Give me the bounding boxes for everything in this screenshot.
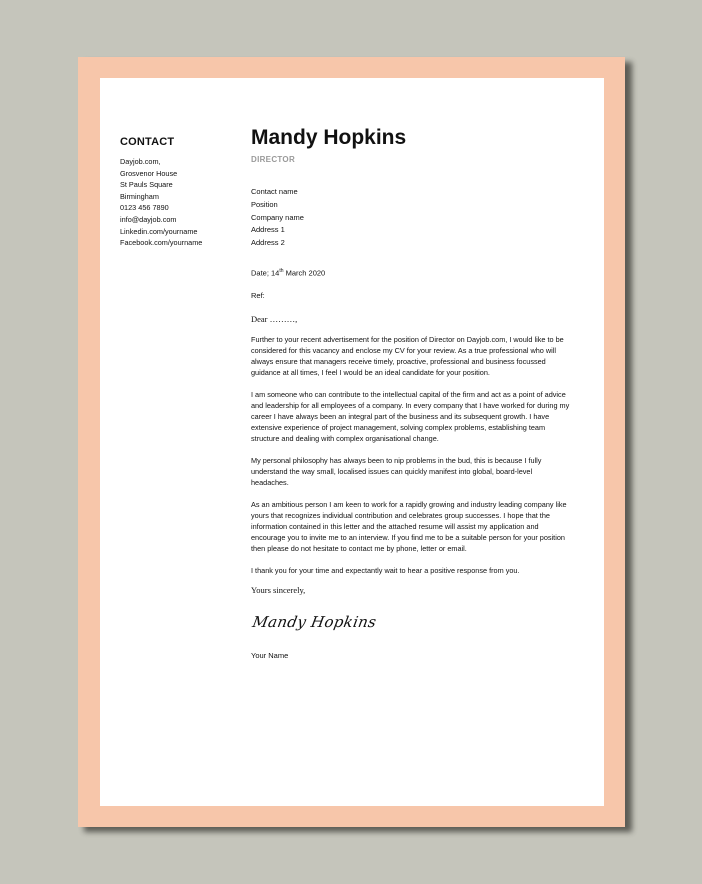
contact-city: Birmingham [120,191,159,201]
recipient-company: Company name [251,212,304,222]
paragraph-2: I am someone who can contribute to the intellectual capital of the firm and act as a point of advice and leadership for all employees of a company. In every company that I have worked for during my career I have always been an integral part of the business and its subsequent growth. I have extensive experience of project management, solving complex problems, establishing team structure and dealing with complex organisational change. [251,390,570,444]
contact-phone: 0123 456 7890 [120,203,169,213]
contact-address-2: St Pauls Square [120,180,173,190]
job-title: DIRECTOR [251,155,296,164]
contact-sidebar [120,136,240,249]
recipient-contact-name: Contact name [251,187,298,196]
contact-company: Dayjob.com, [120,157,161,166]
contact-facebook: Facebook.com/yourname [120,238,203,248]
salutation: Dear ………, [251,314,298,325]
signature: Mandy Hopkins [251,613,378,632]
letter-body [251,126,571,660]
letter-date: Date; 14th March 2020 [251,267,326,278]
contact-heading: CONTACT [120,136,175,148]
paragraph-1: Further to your recent advertisement for the position of Director on Dayjob.com, I would like to be considered for this vacancy and enclose my CV for your review. As a true professional who will always ensure that managers receive timely, proactive, professional and business focussed guidance at all times, I feel I would be an ideal candidate for your position. [251,335,564,378]
recipient-position: Position [251,199,278,209]
recipient-block [251,186,571,250]
letter-page [100,78,604,806]
applicant-name: Mandy Hopkins [251,126,407,149]
paragraph-5: I thank you for your time and expectantly wait to hear a positive response from you. [251,566,520,576]
recipient-address-1: Address 1 [251,225,285,235]
recipient-address-2: Address 2 [251,238,285,248]
paragraph-4: As an ambitious person I am keen to work for a rapidly growing and industry leading company like yours that recognizes individual contribution and celebrates group successes. I hope that the information contained in this letter and the attached resume will assist my application and encourage you to invite me to an interview. If you find me to be a suitable person for your position then please do not hesitate to contact me by phone, letter or email. [251,500,567,554]
closing: Yours sincerely, [251,585,306,596]
contact-address-1: Grosvenor House [120,168,178,178]
contact-email: info@dayjob.com [120,214,177,224]
contact-linkedin: Linkedin.com/yourname [120,226,198,236]
paragraph-3: My personal philosophy has always been to nip problems in the bud, this is because I fully understand the way small, localised issues can quickly manifest into global, board-level headaches. [251,456,542,488]
signoff-name: Your Name [251,651,289,661]
letter-ref: Ref: [251,291,265,301]
